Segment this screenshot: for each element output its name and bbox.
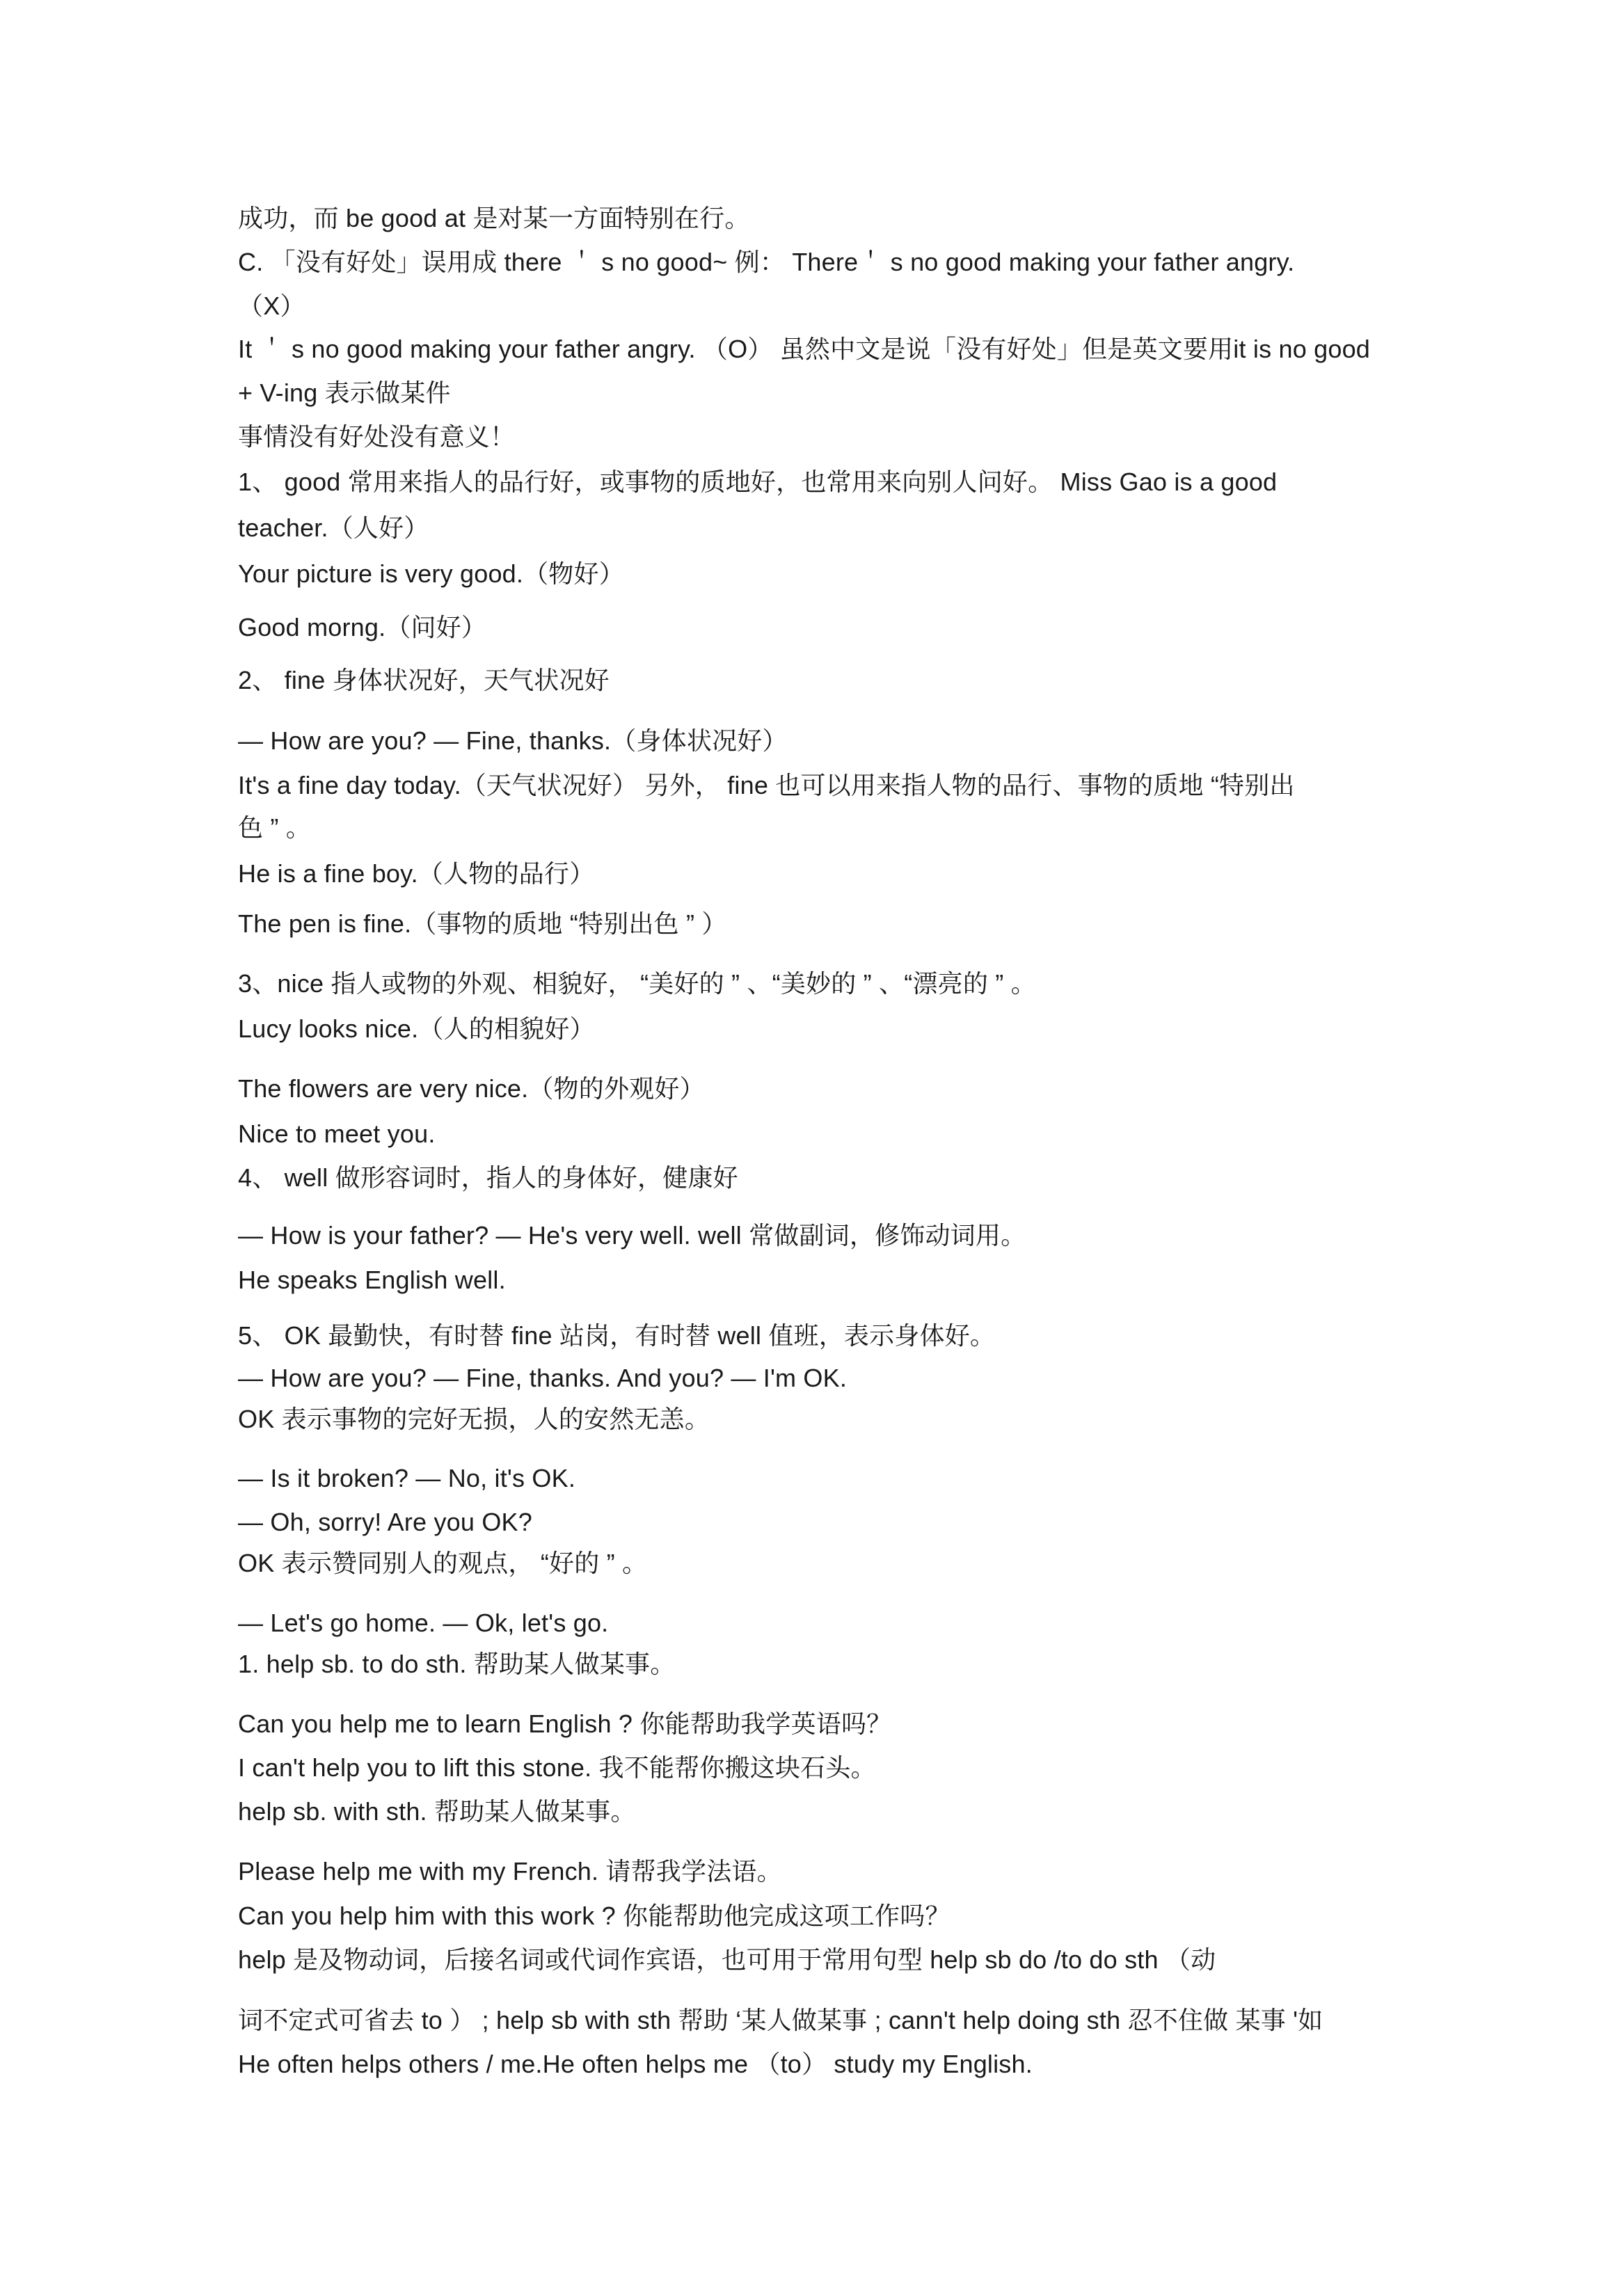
text-line: It ＇ s no good making your father angry. （O） 虽然中文是说「没有好处」但是英文要用it is no good (238, 335, 1371, 363)
text-line: help 是及物动词，后接名词或代词作宾语，也可用于常用句型 help sb do /to do sth （动 (238, 1945, 1216, 1974)
text-line: 4、 well 做形容词时，指人的身体好，健康好 (238, 1163, 738, 1192)
text-line: Your picture is very good.（物好） (238, 559, 624, 588)
text-line: OK 表示事物的完好无损，人的安然无恙。 (238, 1405, 710, 1433)
text-line: — How are you? — Fine, thanks.（身体状况好） (238, 726, 788, 755)
text-line: — Is it broken? — No, it's OK. (238, 1464, 576, 1492)
text-line: Lucy looks nice.（人的相貌好） (238, 1014, 595, 1043)
text-line: He often helps others / me.He often helps me （to） study my English. (238, 2050, 1033, 2078)
text-line: 1、 good 常用来指人的品行好，或事物的质地好，也常用来向别人问好。 Miss Gao is a good (238, 468, 1278, 496)
text-line: The flowers are very nice.（物的外观好） (238, 1074, 705, 1103)
text-line: 3、nice 指人或物的外观、相貌好， “美好的 ” 、“美妙的 ” 、“漂亮的 ” 。 (238, 969, 1036, 998)
text-line: — Let's go home. — Ok, let's go. (238, 1609, 609, 1637)
text-line: 词不定式可省去 to ） ; help sb with sth 帮助 ‘某人做某事 ; cann't help doing sth 忍不住做 某事 '如 (238, 2006, 1323, 2034)
text-line: teacher.（人好） (238, 513, 429, 542)
text-line: 5、 OK 最勤快，有时替 fine 站岗，有时替 well 值班，表示身体好。 (238, 1321, 996, 1350)
text-line: — Oh, sorry! Are you OK? (238, 1508, 532, 1536)
text-line: C. 「没有好处」误用成 there ＇ s no good~ 例： There＇ s no good making your father angry. (238, 248, 1295, 276)
text-line: Can you help me to learn English ? 你能帮助我学英语吗？ (238, 1709, 892, 1738)
text-line: 成功，而 be good at 是对某一方面特别在行。 (238, 204, 750, 232)
text-line: 2、 fine 身体状况好，天气状况好 (238, 666, 610, 694)
text-line: Please help me with my French. 请帮我学法语。 (238, 1857, 782, 1886)
text-line: 1. help sb. to do sth. 帮助某人做某事。 (238, 1650, 676, 1678)
text-line: （X） (238, 292, 305, 320)
text-line: + V-ing 表示做某件 (238, 378, 451, 407)
text-line: — How are you? — Fine, thanks. And you? — I'm OK. (238, 1364, 848, 1392)
text-line: The pen is fine.（事物的质地 “特别出色 ” ） (238, 909, 727, 938)
text-line: He is a fine boy.（人物的品行） (238, 859, 595, 888)
text-line: 色 ” 。 (238, 813, 311, 842)
text-line: Nice to meet you. (238, 1119, 436, 1148)
text-line: help sb. with sth. 帮助某人做某事。 (238, 1797, 636, 1826)
text-line: It's a fine day today.（天气状况好） 另外， fine 也可以用来指人物的品行、事物的质地 “特别出 (238, 771, 1295, 799)
text-line: — How is your father? — He's very well. well 常做副词，修饰动词用。 (238, 1221, 1026, 1250)
text-line: OK 表示赞同别人的观点， “好的 ” 。 (238, 1549, 648, 1577)
text-line: Can you help him with this work ? 你能帮助他完成这项工作吗？ (238, 1902, 951, 1930)
text-line: Good morng.（问好） (238, 613, 487, 641)
text-line: 事情没有好处没有意义！ (238, 422, 516, 451)
text-line: I can't help you to lift this stone. 我不能帮你搬这块石头。 (238, 1753, 876, 1782)
text-line: He speaks English well. (238, 1266, 506, 1294)
